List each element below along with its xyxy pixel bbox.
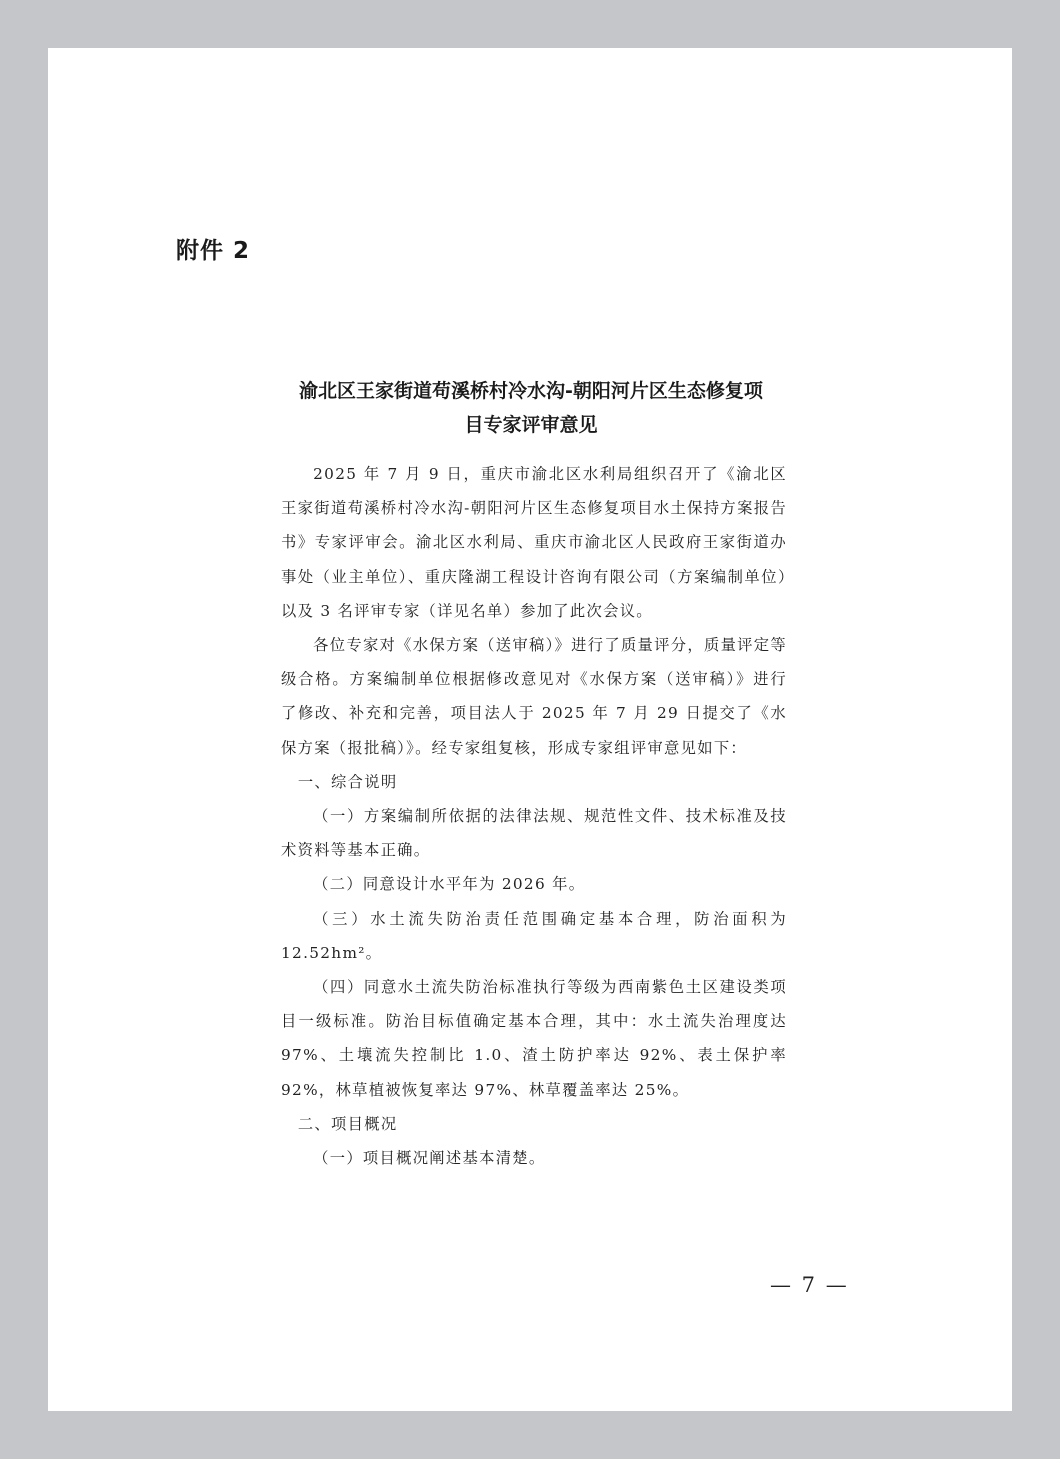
paragraph-overview-item-1: （一）项目概况阐述基本清楚。 <box>313 1149 546 1168</box>
paragraph-item-1: （一）方案编制所依据的法律法规、规范性文件、技术标准及技术资料等基本正确。 <box>281 807 787 860</box>
paragraph-meeting-intro: 2025 年 7 月 9 日，重庆市渝北区水利局组织召开了《渝北区王家街道苟溪桥村冷水沟-朝阳河片区生态修复项目水土保持方案报告书》专家评审会。渝北区水利局、重庆市渝北区人民政府王家街道办事处（业主单位）、重庆隆湖工程设计咨询有限公司（方案编制单位）以及 3 名评审专家（详见名单）参加了此次会议。 <box>281 465 787 620</box>
title-line-2: 目专家评审意见 <box>464 414 598 436</box>
paragraph-item-3: （三）水土流失防治责任范围确定基本合理，防治面积为 12.52hm²。 <box>281 909 787 962</box>
section-heading-overview: 二、项目概况 <box>297 1114 398 1133</box>
document-page <box>48 48 1012 1411</box>
attachment-label: 附件 2 <box>176 238 251 264</box>
page-number: — 7 — <box>770 1273 849 1297</box>
paragraph-review-summary: 各位专家对《水保方案（送审稿）》进行了质量评分，质量评定等级合格。方案编制单位根据修改意见对《水保方案（送审稿）》进行了修改、补充和完善，项目法人于 2025 年 7 月 29 日提交了《水保方案（报批稿）》。经专家组复核，形成专家组评审意见如下： <box>281 636 787 757</box>
section-heading-general: 一、综合说明 <box>297 772 398 791</box>
paragraph-item-4: （四）同意水土流失防治标准执行等级为西南紫色土区建设类项目一级标准。防治目标值确定基本合理，其中：水土流失治理度达 97%、土壤流失控制比 1.0、渣土防护率达 92%、表土保护率 92%，林草植被恢复率达 97%、林草覆盖率达 25%。 <box>281 978 787 1099</box>
title-line-1: 渝北区王家街道苟溪桥村冷水沟-朝阳河片区生态修复项 <box>299 380 763 402</box>
document-body <box>281 457 787 1175</box>
document-title <box>278 374 784 442</box>
paragraph-item-2: （二）同意设计水平年为 2026 年。 <box>313 875 586 894</box>
